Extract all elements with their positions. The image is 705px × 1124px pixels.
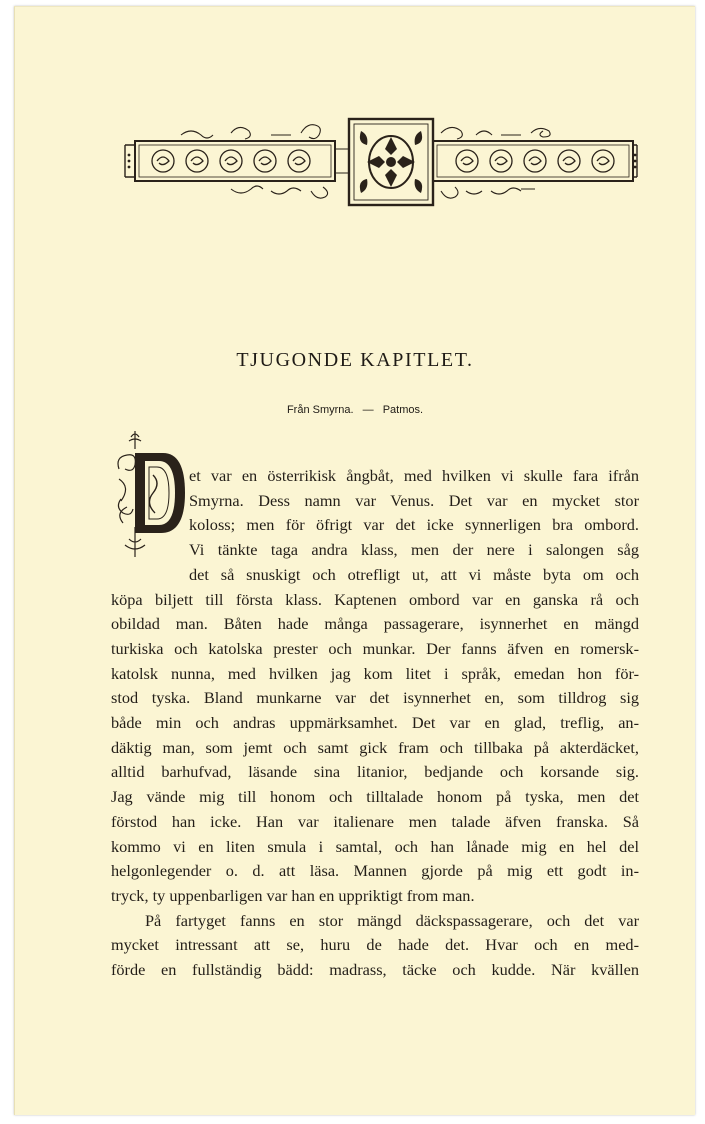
- decorative-headpiece: [121, 113, 641, 207]
- text-line: förde en fullständig bädd: madrass, täcke och kudde. När kvällen: [111, 960, 639, 979]
- text-line: kommo vi en liten smula i samtal, och han lånade mig en hel del: [111, 836, 639, 856]
- text-line: stod tyska. Bland munkarne var det isynnerhet en, som tilldrog sig: [111, 688, 639, 708]
- initial-letter-text: D: [113, 427, 114, 428]
- text-line: Jag vände mig till honom och tilltalade honom på tyska, men det: [111, 787, 639, 807]
- text-line: koloss; men för öfrigt var det icke synnerligen bra ombord.: [189, 515, 639, 535]
- text-line: det så snuskigt och otrefligt ut, att vi måste byta om och: [189, 564, 639, 584]
- text-line: Vi tänkte taga andra klass, men der nere i salongen såg: [189, 540, 639, 560]
- text-line: alltid barhufvad, läsande sina litanior, bedjande och korsande sig.: [111, 762, 639, 782]
- text-line: Smyrna. Dess namn var Venus. Det var en mycket stor: [189, 490, 639, 510]
- text-line: obildad man. Båten hade många passagerare, isynnerhet en mängd: [111, 614, 639, 634]
- text-line: däktig man, som jemt och samt gick fram och tillbaka på akterdäcket,: [111, 737, 639, 757]
- book-page: [14, 6, 695, 1115]
- text-line: tryck, ty uppenbarligen var han en uppriktigt from man.: [111, 885, 475, 905]
- subtitle-place-2: Patmos.: [382, 404, 424, 416]
- subtitle-separator: —: [362, 404, 374, 416]
- text-line: mycket intressant att se, huru de hade det. Hvar och en med-: [111, 935, 639, 955]
- text-line: förstod han icke. Han var italienare men talade äfven franska. Så: [111, 811, 639, 831]
- chapter-title: TJUGONDE KAPITLET.: [236, 349, 474, 371]
- subtitle-place-1: Från Smyrna.: [286, 404, 354, 416]
- text-line: både min och andras uppmärksamhet. Det var en glad, treflig, an-: [111, 713, 639, 732]
- text-line: köpa biljett till första klass. Kaptenen ombord var en ganska rå och: [111, 589, 639, 609]
- text-line: helgonlegender o. d. att läsa. Mannen gjorde på mig ett godt in-: [111, 861, 639, 881]
- chapter-subtitle: [15, 404, 695, 416]
- text-line: et var en österrikisk ångbåt, med hvilken vi skulle fara ifrån: [189, 466, 639, 485]
- text-line: På fartyget fanns en stor mängd däckspassagerare, och det var: [145, 910, 639, 930]
- text-line: turkiska och katolska prester och munkar. Der fanns äfven en romersk-: [111, 638, 639, 658]
- ornamental-initial-letter: [113, 427, 185, 565]
- text-line: katolsk nunna, med hvilken jag kom litet i språk, emedan hon för-: [111, 663, 639, 683]
